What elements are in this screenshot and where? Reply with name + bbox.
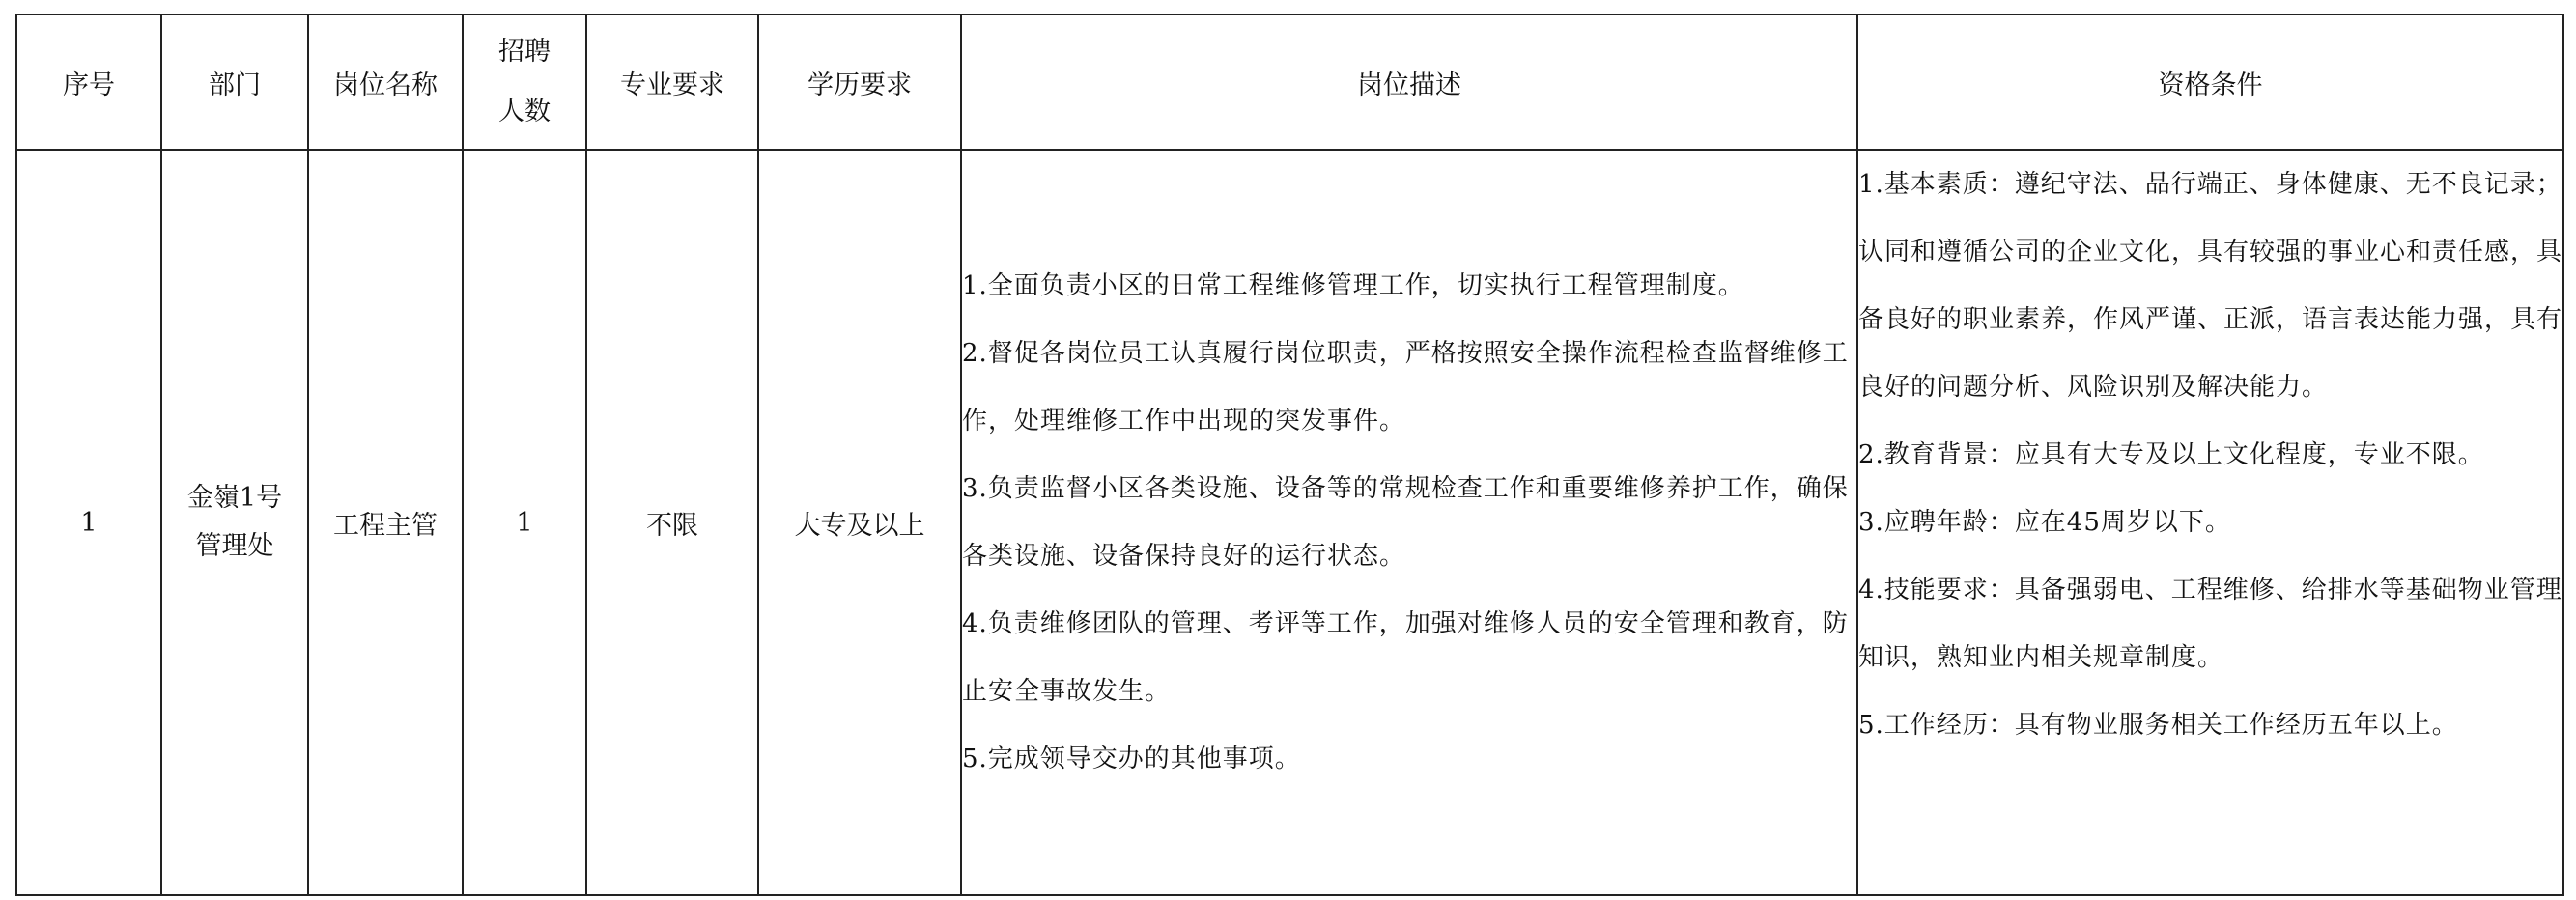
recruitment-table xyxy=(15,14,2564,896)
table-header-row xyxy=(16,14,2563,150)
header-qualifications: 资格条件 xyxy=(1857,14,2563,150)
header-headcount-line2: 人数 xyxy=(498,97,551,127)
cell-department-line1: 金嶺1号 xyxy=(186,483,283,513)
header-position: 岗位名称 xyxy=(308,14,463,150)
qualification-item-1: 1.基本素质：遵纪守法、品行端正、身体健康、无不良记录；认同和遵循公司的企业文化，具有较强的事业心和责任感，具备良好的职业素养，作风严谨、正派，语言表达能力强，具有良好的问题分析、风险识别及解决能力。 xyxy=(1858,170,2563,402)
cell-description xyxy=(961,150,1857,895)
description-item-2: 2.督促各岗位员工认真履行岗位职责，严格按照安全操作流程检查监督维修工作，处理维修工作中出现的突发事件。 xyxy=(962,339,1849,436)
header-headcount-line1: 招聘 xyxy=(498,37,551,67)
qualification-item-3: 3.应聘年龄：应在45周岁以下。 xyxy=(1858,508,2231,537)
cell-major: 不限 xyxy=(586,150,758,895)
cell-department xyxy=(161,150,308,895)
description-item-4: 4.负责维修团队的管理、考评等工作，加强对维修人员的安全管理和教育，防止安全事故发生。 xyxy=(962,609,1849,706)
qualification-item-5: 5.工作经历：具有物业服务相关工作经历五年以上。 xyxy=(1858,711,2458,740)
cell-seq: 1 xyxy=(16,150,161,895)
table-row xyxy=(16,150,2563,895)
cell-education: 大专及以上 xyxy=(758,150,961,895)
header-headcount xyxy=(463,14,586,150)
cell-position: 工程主管 xyxy=(308,150,463,895)
cell-qualifications xyxy=(1857,150,2563,895)
header-seq: 序号 xyxy=(16,14,161,150)
qualification-item-2: 2.教育背景：应具有大专及以上文化程度，专业不限。 xyxy=(1858,440,2484,469)
description-item-3: 3.负责监督小区各类设施、设备等的常规检查工作和重要维修养护工作，确保各类设施、设备保持良好的运行状态。 xyxy=(962,474,1849,571)
qualification-item-4: 4.技能要求：具备强弱电、工程维修、给排水等基础物业管理知识，熟知业内相关规章制度。 xyxy=(1858,576,2562,672)
description-item-5: 5.完成领导交办的其他事项。 xyxy=(962,745,1301,773)
header-department: 部门 xyxy=(161,14,308,150)
cell-headcount: 1 xyxy=(463,150,586,895)
description-item-1: 1.全面负责小区的日常工程维修管理工作，切实执行工程管理制度。 xyxy=(962,271,1744,300)
header-education: 学历要求 xyxy=(758,14,961,150)
cell-department-line2: 管理处 xyxy=(195,531,274,561)
header-description: 岗位描述 xyxy=(961,14,1857,150)
header-major: 专业要求 xyxy=(586,14,758,150)
